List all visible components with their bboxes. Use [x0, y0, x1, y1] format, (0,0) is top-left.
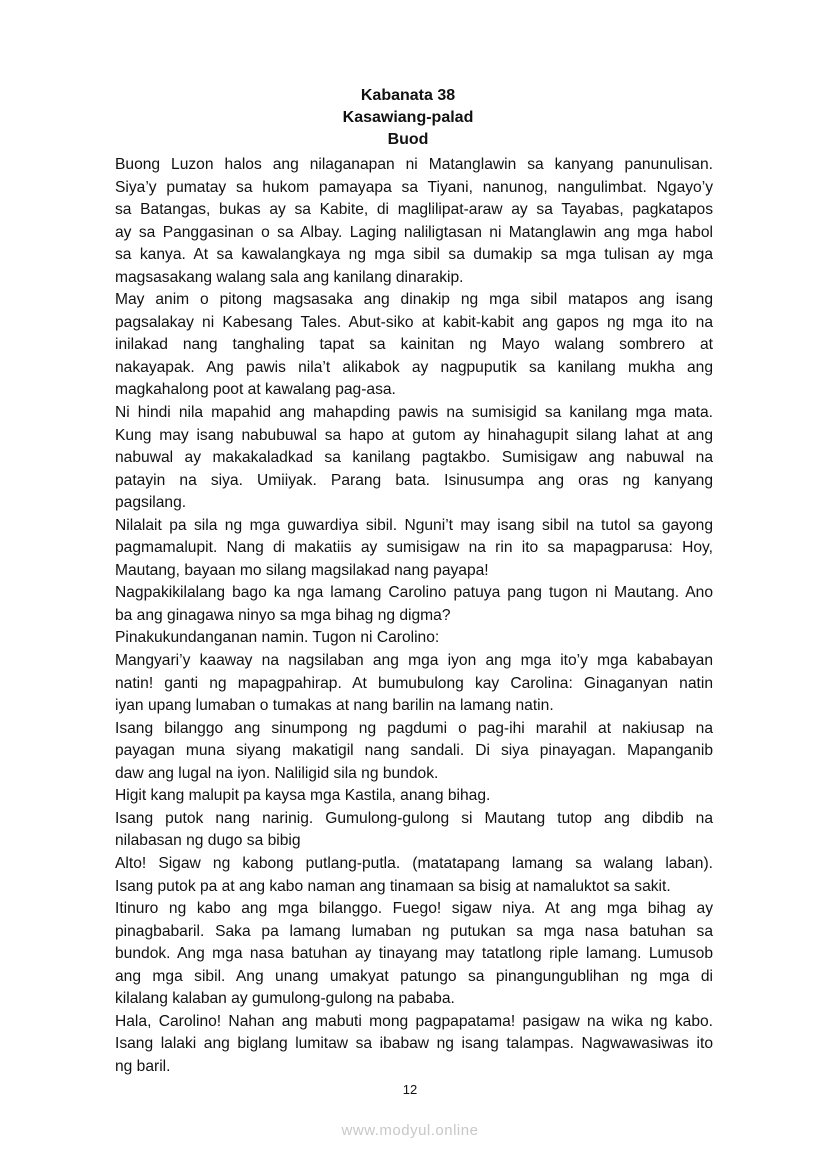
paragraph [115, 650, 713, 718]
paragraph-line: Nilalait pa sila ng mga guwardiya sibil. Nguni’t may isang sibil na tutol sa gayong [115, 516, 713, 534]
paragraph-line: Kung may isang nabubuwal sa hapo at gutom ay hinahagupit silang lahat at ang [115, 426, 713, 444]
paragraph-line: Mangyari’y kaaway na nagsilaban ang mga iyon ang mga ito’y mga kababayan [115, 652, 713, 670]
paragraph-line: ba ang ginagawa ninyo sa mga bihag ng digma? [115, 606, 451, 624]
paragraph [115, 154, 713, 289]
paragraph-line: pinagbabaril. Saka pa lamang lumaban ng putukan sa mga nasa batuhan sa [115, 922, 713, 940]
paragraph-line: payagan muna siyang makatigil nang sandali. Di siya pinayagan. Mapanganib [115, 742, 713, 760]
paragraph-line: Isang putok pa at ang kabo naman ang tinamaan sa bisig at namaluktot sa sakit. [115, 877, 671, 895]
chapter-heading: Kabanata 38 [360, 87, 456, 104]
document-header [0, 85, 826, 151]
paragraph-line: pagmamalupit. Nang di makatiis ay sumisigaw na rin ito sa mapagparusa: Hoy, [115, 539, 713, 557]
paragraph [115, 402, 713, 515]
paragraph-line: kilalang kalaban ay gumulong-gulong na pababa. [115, 990, 455, 1008]
paragraph [115, 627, 713, 650]
paragraph-line: May anim o pitong magsasaka ang dinakip ng mga sibil matapos ang isang [115, 291, 713, 309]
paragraph [115, 1011, 713, 1079]
paragraph-line: nakayapak. Ang pawis nila’t alikabok ay nagpuputik sa kanilang mukha ang [115, 358, 713, 376]
paragraph [115, 718, 713, 786]
paragraph-line: nabuwal ay makakaladkad sa kanilang pagtakbo. Sumisigaw ang nabuwal na [115, 449, 713, 467]
paragraph-line: Alto! Sigaw ng kabong putlang-putla. (matatapang lamang sa walang laban). [115, 854, 713, 872]
page-number: 12 [402, 1082, 418, 1097]
paragraph-line: Isang lalaki ang biglang lumitaw sa ibabaw ng isang talampas. Nagwawasiwas ito [115, 1035, 713, 1053]
paragraph [115, 785, 713, 808]
paragraph-line: Isang putok nang narinig. Gumulong-gulong si Mautang tutop ang dibdib na [115, 809, 713, 827]
paragraph-line: Itinuro ng kabo ang mga bilanggo. Fuego! sigaw niya. At ang mga bihag ay [115, 900, 713, 918]
paragraph-line: sa Batangas, bukas ay sa Kabite, di maglilipat-araw ay sa Tayabas, pagkatapos [115, 201, 713, 219]
paragraph [115, 289, 713, 402]
paragraph-line: pagsilang. [115, 494, 187, 512]
section-title: Buod [387, 131, 429, 148]
paragraph-line: Pinakukundanganan namin. Tugon ni Carolino: [115, 629, 440, 647]
paragraph-line: patayin na siya. Umiiyak. Parang bata. Isinusumpa ang oras ng kanyang [115, 471, 713, 489]
paragraph-line: nilabasan ng dugo sa bibig [115, 832, 301, 850]
paragraph-line: ay sa Panggasinan o sa Albay. Laging naliligtasan ni Matanglawin ang mga habol [115, 223, 713, 241]
summary-body [115, 154, 713, 1078]
paragraph [115, 898, 713, 1011]
chapter-title: Kasawiang-palad [342, 109, 474, 126]
paragraph [115, 853, 713, 898]
paragraph-line: natin! ganti ng mapagpahirap. At bumubulong kay Carolina: Ginaganyan natin [115, 674, 713, 692]
paragraph-line: daw ang lugal na iyon. Naliligid sila ng bundok. [115, 764, 439, 782]
paragraph-line: Higit kang malupit pa kaysa mga Kastila, anang bihag. [115, 787, 491, 805]
paragraph [115, 808, 713, 853]
paragraph [115, 515, 713, 583]
paragraph-line: Hala, Carolino! Nahan ang mabuti mong pagpapatama! pasigaw na wika ng kabo. [115, 1012, 713, 1030]
paragraph-line: Nagpakikilalang bago ka nga lamang Carolino patuya pang tugon ni Mautang. Ano [115, 584, 713, 602]
paragraph-line: Siya’y pumatay sa hukom pamayapa sa Tiyani, nanunog, nangulimbat. Ngayo’y [115, 178, 713, 196]
paragraph-line: ng baril. [115, 1057, 171, 1075]
paragraph-line: pagsalakay ni Kabesang Tales. Abut-siko at kabit-kabit ang gapos ng mga ito na [115, 313, 713, 331]
paragraph-line: Mautang, bayaan mo silang magsilakad nang payapa! [115, 561, 489, 579]
paragraph-line: bundok. Ang mga nasa batuhan ay tinayang may tatatlong riple lamang. Lumusob [115, 945, 713, 963]
paragraph-line: iyan upang lumaban o tumakas at nang barilin na lamang natin. [115, 697, 554, 715]
paragraph-line: inilakad nang tanghaling tapat sa kainitan ng Mayo walang sombrero at [115, 336, 713, 354]
paragraph-line: ang mga sibil. Ang unang umakyat patungo sa pinangungublihan ng mga di [115, 967, 713, 985]
watermark: www.modyul.online [341, 1122, 479, 1139]
paragraph-line: magsasakang walang sala ang kanilang dinarakip. [115, 268, 464, 286]
paragraph-line: Isang bilanggo ang sinumpong ng pagdumi o pag-ihi marahil at nakiusap na [115, 719, 713, 737]
paragraph-line: magkahalong poot at kawalang pag-asa. [115, 381, 396, 399]
paragraph-line: Buong Luzon halos ang nilaganapan ni Matanglawin sa kanyang panunulisan. [115, 156, 713, 173]
paragraph-line: Ni hindi nila mapahid ang mahapding pawis na sumisigid sa kanilang mga mata. [115, 404, 713, 422]
paragraph [115, 582, 713, 627]
paragraph-line: sa kanya. At sa kawalangkaya ng mga sibil sa dumakip sa mga tulisan ay mga [115, 246, 713, 264]
